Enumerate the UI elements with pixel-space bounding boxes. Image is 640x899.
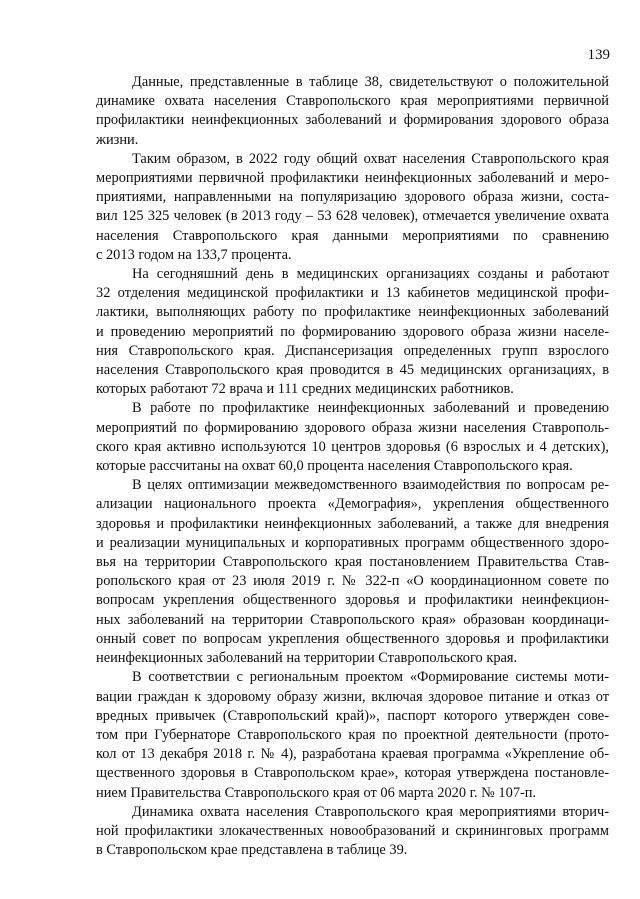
text-line: ной профилактики злокачественных новообразований и скрининговых программ xyxy=(96,822,609,839)
text-line: В соответствии с региональным проектом «Формирование системы моти- xyxy=(132,669,609,686)
text-line: ского края активно используются 10 центров здоровья (6 взрослых и 4 детских), xyxy=(96,438,609,455)
text-line: неинфекционных заболеваний на территории Ставропольского края. xyxy=(96,650,518,667)
document-body xyxy=(96,73,609,860)
text-line: мероприятиями первичной профилактики неинфекционных заболеваний и меро- xyxy=(96,170,609,187)
text-line: нием Правительства Ставропольского края от 06 марта 2020 г. № 107-п. xyxy=(96,784,537,801)
text-line: вации граждан к здоровому образу жизни, включая здоровое питание и отказ от xyxy=(96,688,609,705)
text-line: онный совет по вопросам укрепления общественного здоровья и профилактики xyxy=(96,630,609,647)
text-line: В целях оптимизации межведомственного взаимодействия по вопросам ре- xyxy=(132,477,609,494)
paragraph xyxy=(96,399,609,476)
text-line: мероприятий по формированию здорового образа жизни населения Ставрополь- xyxy=(96,419,609,436)
text-line: щественного здоровья в Ставропольском крае», которая утверждена постановле- xyxy=(96,765,609,782)
paragraph xyxy=(96,476,609,668)
text-line: с 2013 годом на 133,7 процента. xyxy=(96,246,292,263)
paragraph xyxy=(96,803,609,861)
text-line: Данные, представленные в таблице 38, свидетельствуют о положительной xyxy=(132,74,609,90)
text-line: вья на территории Ставропольского края постановлением Правительства Став- xyxy=(96,554,609,571)
text-line: кол от 13 декабря 2018 г. № 4), разработана краевая программа «Укрепление об- xyxy=(96,746,609,763)
text-line: населения Ставропольского края проводится в 45 медицинских организациях, в xyxy=(96,362,609,379)
page-number: 139 xyxy=(587,47,610,63)
text-line: На сегодняшний день в медицинских организациях созданы и работают xyxy=(132,266,609,283)
text-line: ализации национального проекта «Демография», укрепления общественного xyxy=(96,496,609,513)
text-line: Таким образом, в 2022 году общий охват населения Ставропольского края xyxy=(132,150,609,167)
text-line: Динамика охвата населения Ставропольского края мероприятиями вторич- xyxy=(132,803,609,820)
text-line: В работе по профилактике неинфекционных заболеваний и проведению xyxy=(132,400,609,417)
text-line: и реализации муниципальных и корпоративных программ общественного здоро- xyxy=(96,534,609,551)
text-line: и проведению мероприятий по формированию здорового образа жизни населе- xyxy=(96,323,609,340)
text-line: профилактики неинфекционных заболеваний и формирования здорового образа xyxy=(96,112,609,129)
text-line: которые рассчитаны на охват 60,0 процента населения Ставропольского края. xyxy=(96,458,573,475)
text-line: которых работают 72 врача и 111 средних медицинских работников. xyxy=(96,381,514,398)
text-line: жизни. xyxy=(96,131,139,148)
paragraph xyxy=(96,73,609,150)
text-line: лактики, выполняющих работу по профилактике неинфекционных заболеваний xyxy=(96,304,609,321)
text-line: ния Ставропольского края. Диспансеризация определенных групп взрослого xyxy=(96,342,609,359)
paragraph xyxy=(96,668,609,802)
text-line: динамике охвата населения Ставропольского края мероприятиями первичной xyxy=(96,93,609,110)
text-line: том при Губернаторе Ставропольского края по проектной деятельности (прото- xyxy=(96,726,609,743)
text-line: здоровья и профилактики неинфекционных заболеваний, а также для внедрения xyxy=(96,515,609,532)
text-line: ных заболеваний на территории Ставропольского края» образован координаци- xyxy=(96,611,609,628)
text-line: ропольского края от 23 июля 2019 г. № 322-п «О координационном совете по xyxy=(96,573,609,590)
text-line: 32 отделения медицинской профилактики и 13 кабинетов медицинской профи- xyxy=(96,285,609,302)
text-line: в Ставропольском крае представлена в таблице 39. xyxy=(96,842,408,859)
paragraph xyxy=(96,265,609,399)
text-line: приятиями, направленными на популяризацию здорового образа жизни, соста- xyxy=(96,189,609,206)
text-line: вил 125 325 человек (в 2013 году – 53 628 человек), отмечается увеличение охвата xyxy=(96,208,609,225)
text-line: вопросам укрепления общественного здоровья и профилактики неинфекцион- xyxy=(96,592,609,609)
paragraph xyxy=(96,150,609,265)
text-line: населения Ставропольского края данными мероприятиями по сравнению xyxy=(96,227,609,244)
text-line: вредных привычек (Ставропольский край)», паспорт которого утвержден сове- xyxy=(96,707,609,724)
